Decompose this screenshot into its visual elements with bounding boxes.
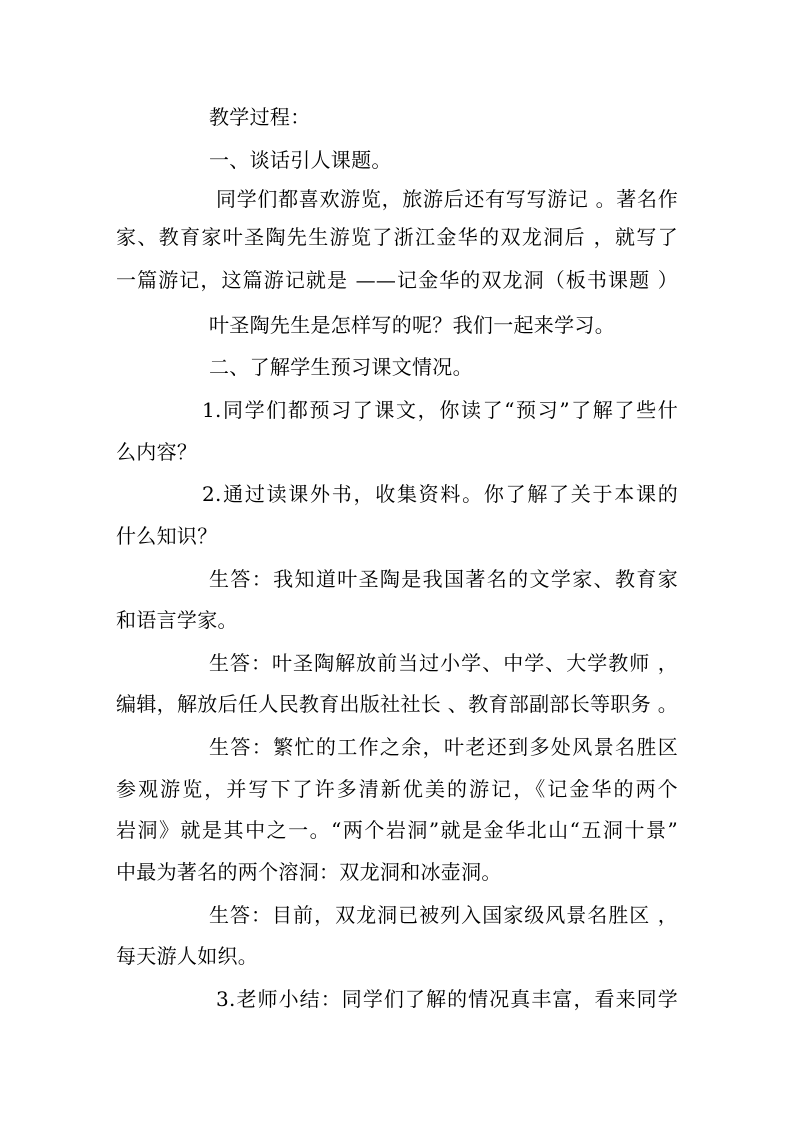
answer-line: 生答：我知道叶圣陶是我国著名的文学家、教育家: [209, 567, 678, 591]
answer-line: 参观游览，并写下了许多清新优美的游记，《记金华的两个: [116, 777, 678, 801]
answer-line: 每天游人如织。: [116, 944, 259, 968]
paragraph-line: 叶圣陶先生是怎样写的呢？我们一起来学习。: [209, 313, 615, 337]
section-heading-one: 一、谈话引人课题。: [209, 148, 392, 172]
answer-line: 和语言学家。: [116, 608, 238, 632]
answer-line: 生答：目前，双龙洞已被列入国家级风景名胜区 ，: [209, 903, 678, 927]
answer-line: 岩洞》就是其中之一。“两个岩洞”就是金华北山“五洞十景”: [116, 818, 678, 842]
heading-teaching-process: 教学过程：: [209, 105, 311, 129]
list-item-line: 么内容？: [116, 440, 198, 464]
section-heading-two: 二、了解学生预习课文情况。: [209, 355, 473, 379]
list-item-line: 2.通过读课外书，收集资料。你了解了关于本课的: [202, 482, 678, 506]
list-item-line: 1.同学们都预习了课文，你读了“预习”了解了些什: [202, 398, 678, 422]
answer-line: 生答：繁忙的工作之余，叶老还到多处风景名胜区: [209, 735, 678, 759]
paragraph-line: 一篇游记，这篇游记就是 ——记金华的双龙洞（板书课题 ）: [116, 268, 678, 292]
answer-line: 编辑，解放后任人民教育出版社社长 、教育部副部长等职务 。: [116, 692, 678, 716]
list-item-line: 什么知识？: [116, 524, 218, 548]
paragraph-line: 同学们都喜欢游览，旅游后还有写写游记 。著名作: [216, 187, 678, 211]
list-item-line: 3.老师小结：同学们了解的情况真丰富，看来同学: [216, 987, 678, 1011]
answer-line: 中最为著名的两个溶洞：双龙洞和冰壶洞。: [116, 860, 502, 884]
answer-line: 生答：叶圣陶解放前当过小学、中学、大学教师 ，: [209, 651, 678, 675]
paragraph-line: 家、教育家叶圣陶先生游览了浙江金华的双龙洞后 ，就写了: [116, 225, 678, 249]
